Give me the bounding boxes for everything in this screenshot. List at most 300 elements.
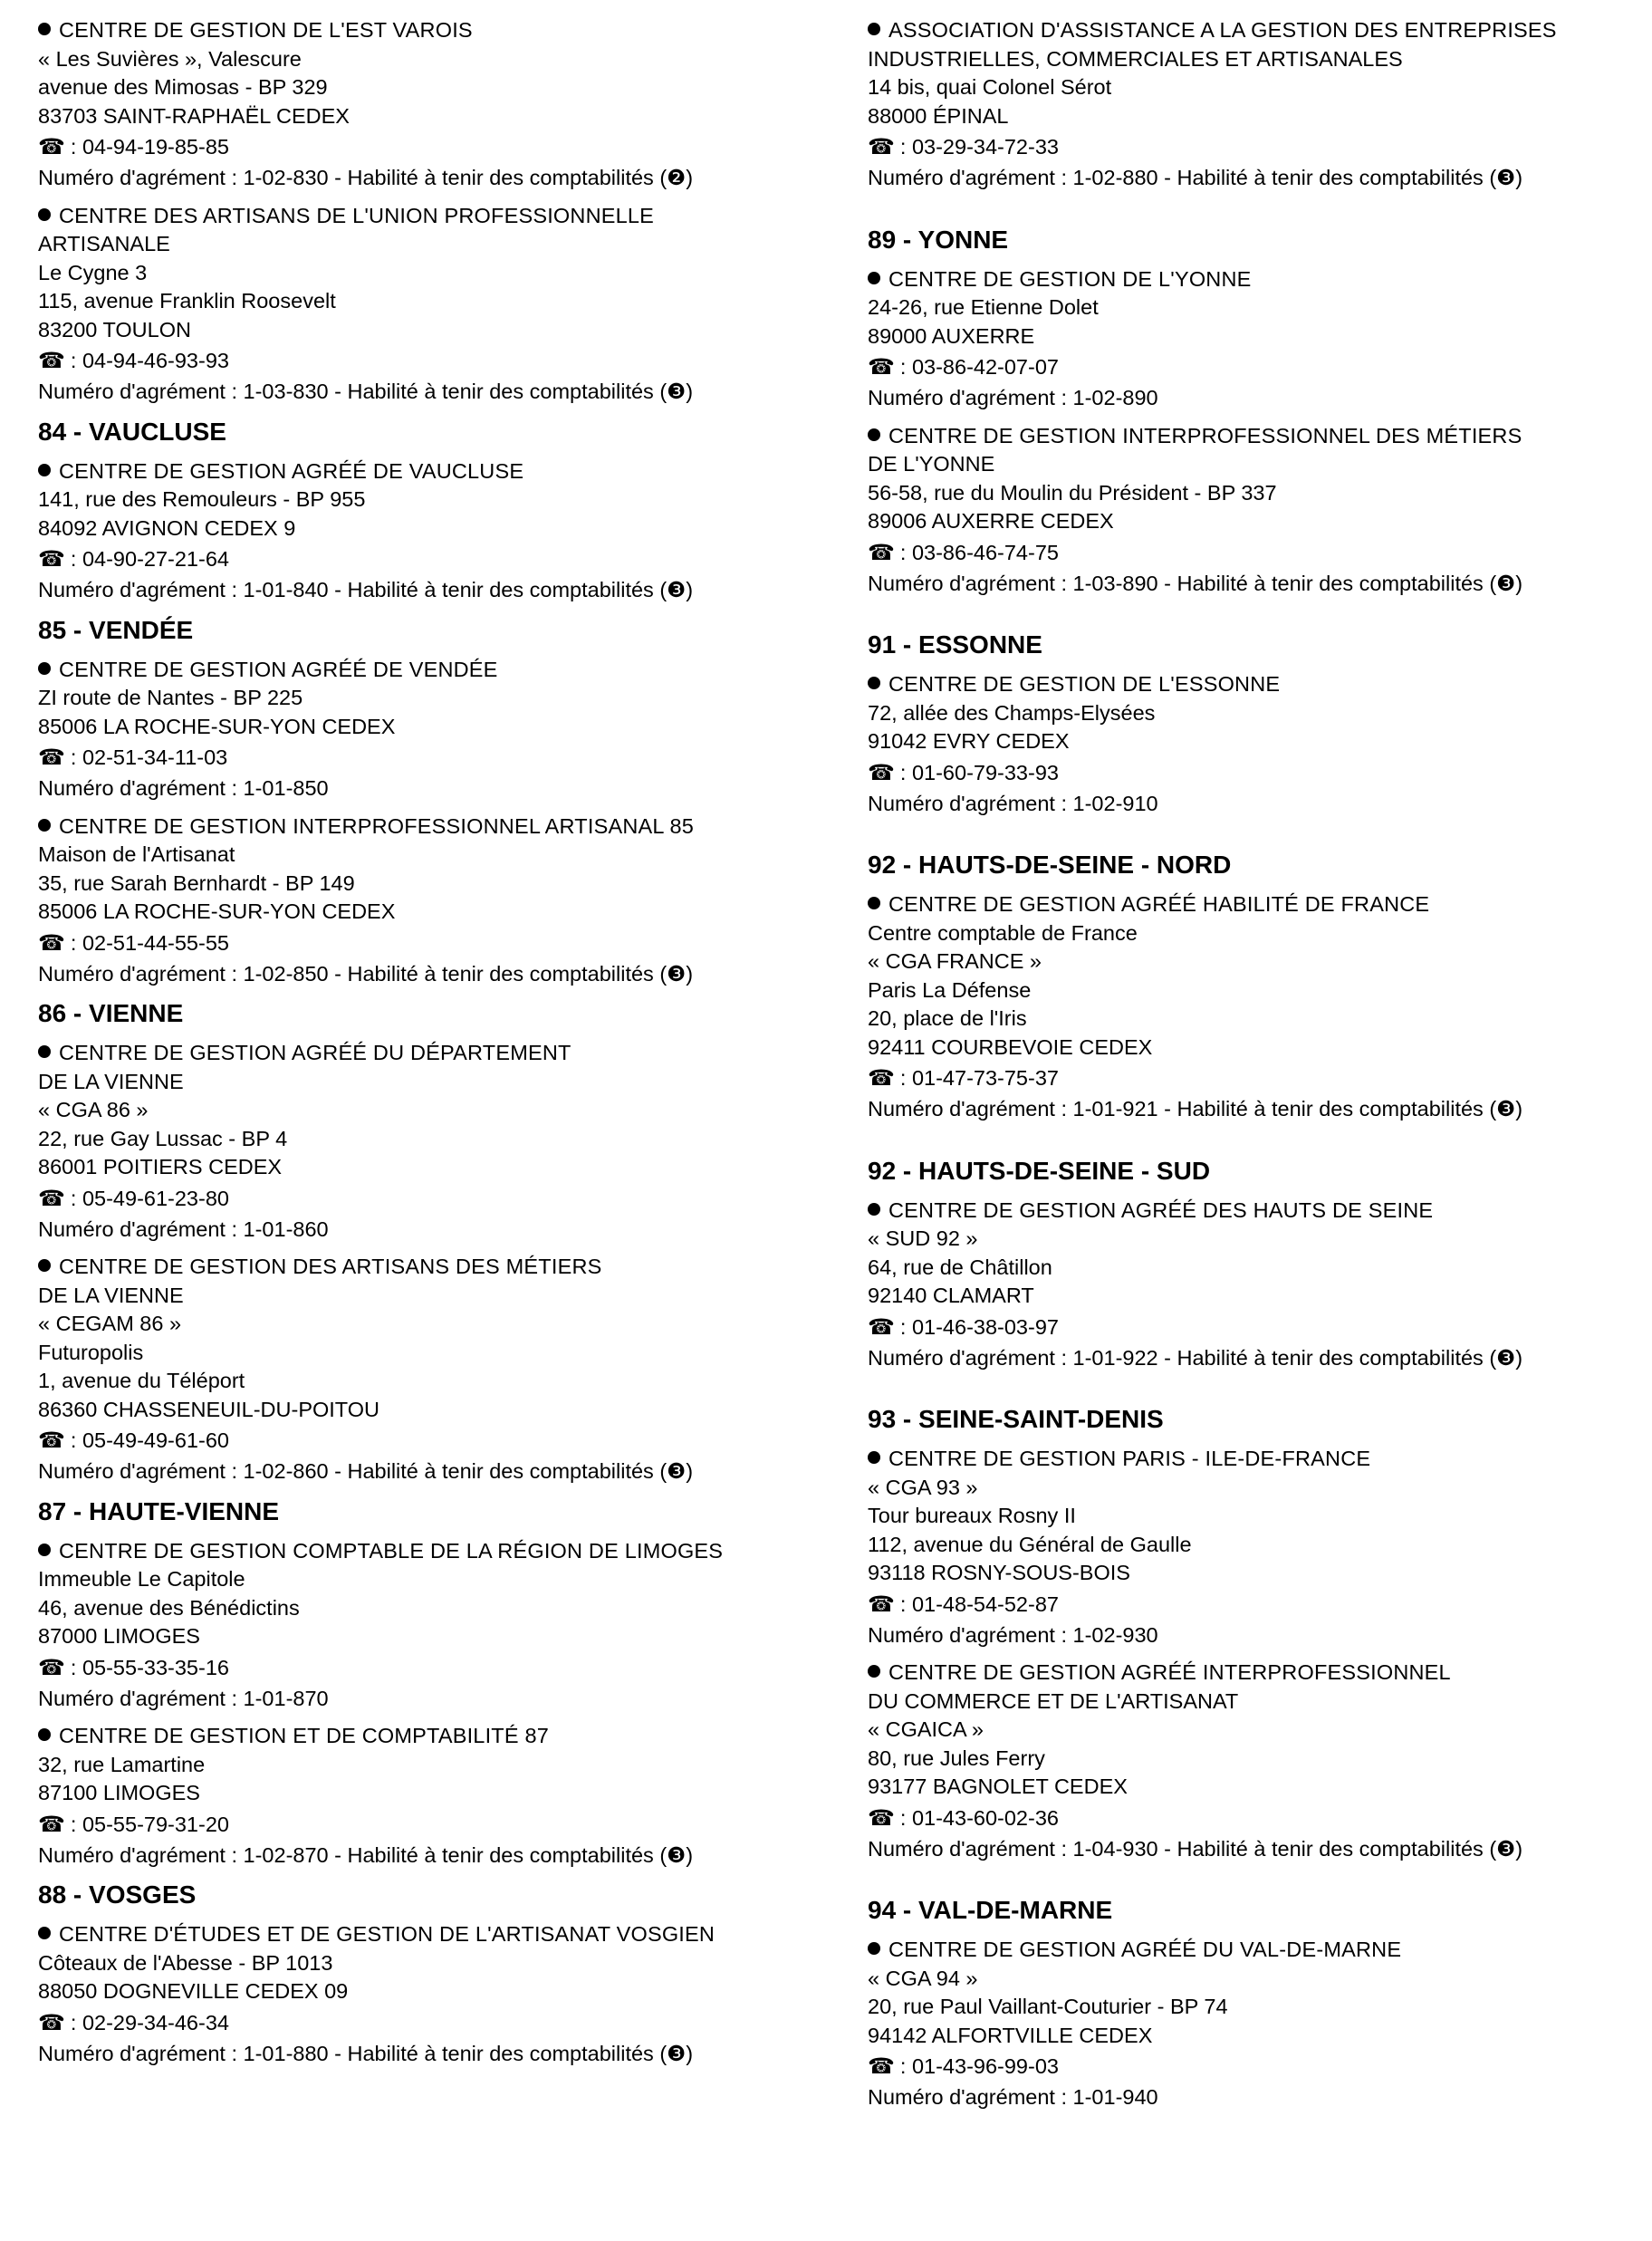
address-text: ARTISANALE <box>38 232 170 255</box>
bullet-icon <box>38 1927 51 1939</box>
center-name-text: CENTRE DE GESTION ET DE COMPTABILITÉ 87 <box>59 1724 550 1747</box>
center-entry <box>868 16 1638 193</box>
address-text: ZI route de Nantes - BP 225 <box>38 686 303 709</box>
center-entry <box>38 16 817 193</box>
phone-number: 03-29-34-72-33 <box>911 135 1059 159</box>
phone-line <box>38 2006 817 2040</box>
address-line <box>38 1594 817 1623</box>
center-name <box>38 16 817 45</box>
bullet-icon <box>868 677 880 689</box>
center-entry <box>38 1537 817 1714</box>
address-line <box>868 1531 1638 1560</box>
phone-separator: : <box>70 1655 82 1679</box>
address-line <box>868 507 1638 536</box>
center-name <box>868 670 1638 699</box>
agreement-line <box>868 1095 1638 1124</box>
address-text: 89006 AUXERRE CEDEX <box>868 509 1114 533</box>
address-line <box>868 1502 1638 1531</box>
center-name-text: CENTRE DE GESTION DE L'ESSONNE <box>888 672 1281 696</box>
phone-line <box>868 351 1638 384</box>
address-text: 85006 LA ROCHE-SUR-YON CEDEX <box>38 714 396 738</box>
center-name <box>38 1722 817 1751</box>
phone-number: 02-51-44-55-55 <box>82 930 229 955</box>
address-line <box>868 450 1638 479</box>
address-line <box>38 1751 817 1780</box>
address-text: 93177 BAGNOLET CEDEX <box>868 1775 1128 1798</box>
address-text: 89000 AUXERRE <box>868 323 1035 348</box>
address-line <box>868 919 1638 948</box>
address-text: 80, rue Jules Ferry <box>868 1746 1045 1770</box>
bullet-icon <box>38 23 51 35</box>
phone-line <box>38 1808 817 1842</box>
address-line <box>38 1068 817 1097</box>
address-line <box>38 287 817 316</box>
phone-number: 01-46-38-03-97 <box>911 1314 1059 1339</box>
agreement-text: Numéro d'agrément : 1-02-910 <box>868 791 1158 815</box>
agreement-close: ) <box>686 1842 694 1867</box>
phone-number: 02-29-34-46-34 <box>82 2010 229 2034</box>
address-line <box>38 1125 817 1154</box>
address-line <box>38 259 817 288</box>
department-heading: 94 - VAL-DE-MARNE <box>868 1896 1113 1924</box>
phone-line <box>868 756 1638 790</box>
center-entry <box>868 1936 1638 2112</box>
agreement-line <box>38 960 817 989</box>
center-name <box>868 265 1638 294</box>
phone-line <box>868 1062 1638 1095</box>
center-name <box>868 890 1638 919</box>
center-entry <box>38 656 817 803</box>
address-line <box>868 1254 1638 1283</box>
center-name <box>38 656 817 685</box>
phone-number: 01-60-79-33-93 <box>911 760 1059 784</box>
phone-number: 01-43-60-02-36 <box>911 1805 1059 1830</box>
address-line <box>868 1745 1638 1774</box>
agreement-text: Numéro d'agrément : 1-03-830 - Habilité à tenir des comptabilités ( <box>38 380 668 403</box>
telephone-icon: ☎ <box>38 1428 65 1453</box>
agreement-close: ) <box>686 166 694 189</box>
center-entry <box>38 813 817 989</box>
telephone-icon: ☎ <box>868 1066 895 1091</box>
address-text: « CGA 94 » <box>868 1966 978 1990</box>
agreement-line <box>868 1621 1638 1650</box>
center-name <box>868 1445 1638 1474</box>
circled-number-icon: ❸ <box>667 1459 687 1483</box>
phone-separator: : <box>70 1428 82 1452</box>
center-entry <box>38 457 817 605</box>
address-line <box>38 1565 817 1594</box>
department-heading: 88 - VOSGES <box>38 1880 197 1909</box>
center-name <box>868 16 1638 45</box>
address-line <box>38 1779 817 1808</box>
address-line <box>38 486 817 515</box>
agreement-text: Numéro d'agrément : 1-01-850 <box>38 776 329 800</box>
section-spacer <box>868 1872 1638 1889</box>
address-text: 141, rue des Remouleurs - BP 955 <box>38 487 366 511</box>
phone-line <box>38 927 817 960</box>
agreement-line <box>868 570 1638 599</box>
telephone-icon: ☎ <box>38 1186 65 1211</box>
center-entry <box>38 1920 817 2068</box>
phone-number: 03-86-46-74-75 <box>911 540 1059 564</box>
center-name <box>868 1197 1638 1226</box>
address-line <box>38 73 817 102</box>
telephone-icon: ☎ <box>38 930 65 956</box>
circled-number-icon: ❸ <box>1496 571 1516 595</box>
center-name-text: CENTRE DE GESTION AGRÉÉ HABILITÉ DE FRANCE <box>888 892 1430 916</box>
bullet-icon <box>868 1203 880 1216</box>
address-text: 64, rue de Châtillon <box>868 1255 1052 1279</box>
address-text: 20, rue Paul Vaillant-Couturier - BP 74 <box>868 1995 1228 2018</box>
circled-number-icon: ❸ <box>667 1842 687 1867</box>
address-text: DU COMMERCE ET DE L'ARTISANAT <box>868 1688 1239 1713</box>
telephone-icon: ☎ <box>38 547 65 572</box>
address-text: Maison de l'Artisanat <box>38 842 235 866</box>
agreement-text: Numéro d'agrément : 1-01-922 - Habilité à tenir des comptabilités ( <box>868 1345 1497 1370</box>
address-line <box>868 73 1638 102</box>
address-text: 86360 CHASSENEUIL-DU-POITOU <box>38 1397 379 1421</box>
center-entry <box>38 1722 817 1870</box>
center-name-text: CENTRE DE GESTION AGRÉÉ DE VENDÉE <box>59 657 498 681</box>
phone-separator: : <box>899 540 912 564</box>
phone-separator: : <box>899 1592 912 1616</box>
agreement-text: Numéro d'agrément : 1-03-890 - Habilité à tenir des comptabilités ( <box>868 571 1497 595</box>
phone-line <box>38 1651 817 1685</box>
address-line <box>38 1977 817 2006</box>
bullet-icon <box>38 1728 51 1741</box>
center-name <box>38 202 817 231</box>
address-line <box>38 1396 817 1425</box>
address-line <box>868 1282 1638 1311</box>
center-name-text: CENTRE DE GESTION DES ARTISANS DES MÉTIERS <box>59 1255 602 1278</box>
center-entry <box>38 1253 817 1486</box>
telephone-icon: ☎ <box>868 135 895 159</box>
address-line <box>38 1339 817 1368</box>
section-spacer <box>868 1133 1638 1149</box>
center-name-text: CENTRE DE GESTION COMPTABLE DE LA RÉGION DE LIMOGES <box>59 1538 724 1563</box>
agreement-text: Numéro d'agrément : 1-01-860 <box>38 1217 329 1241</box>
address-text: 22, rue Gay Lussac - BP 4 <box>38 1126 288 1150</box>
address-text: 83703 SAINT-RAPHAËL CEDEX <box>38 103 350 128</box>
agreement-text: Numéro d'agrément : 1-02-830 - Habilité à tenir des comptabilités ( <box>38 166 668 189</box>
agreement-line <box>38 774 817 803</box>
section-spacer <box>868 202 1638 218</box>
department-heading: 86 - VIENNE <box>38 999 184 1027</box>
bullet-icon <box>868 1451 880 1464</box>
telephone-icon: ☎ <box>868 1592 895 1617</box>
right-column <box>868 16 1638 2121</box>
address-text: Futuropolis <box>38 1340 144 1364</box>
address-text: 112, avenue du Général de Gaulle <box>868 1532 1192 1556</box>
phone-number: 02-51-34-11-03 <box>82 745 228 769</box>
address-line <box>38 841 817 870</box>
bullet-icon <box>38 662 51 675</box>
center-entry <box>868 1197 1638 1373</box>
address-line <box>868 1993 1638 2022</box>
agreement-line <box>868 1835 1638 1864</box>
address-text: 86001 POITIERS CEDEX <box>38 1155 283 1178</box>
address-text: « SUD 92 » <box>868 1226 978 1250</box>
address-text: « Les Suvières », Valescure <box>38 46 302 71</box>
center-entry <box>868 670 1638 818</box>
circled-number-icon: ❸ <box>667 2041 687 2065</box>
address-text: « CGA 86 » <box>38 1098 149 1121</box>
address-line <box>868 1965 1638 1994</box>
address-line <box>868 1005 1638 1034</box>
center-entry <box>38 202 817 407</box>
address-line <box>38 1282 817 1311</box>
telephone-icon: ☎ <box>38 2010 65 2035</box>
address-text: 83200 TOULON <box>38 317 191 341</box>
department-heading: 92 - HAUTS-DE-SEINE - SUD <box>868 1156 1211 1185</box>
address-text: 92411 COURBEVOIE CEDEX <box>868 1034 1153 1059</box>
phone-line <box>868 2050 1638 2083</box>
phone-number: 04-94-19-85-85 <box>82 135 229 159</box>
center-name-text: ASSOCIATION D'ASSISTANCE A LA GESTION DES ENTREPRISES <box>888 18 1557 42</box>
telephone-icon: ☎ <box>38 135 65 159</box>
phone-separator: : <box>899 1805 912 1830</box>
center-entry <box>38 1039 817 1244</box>
address-text: « CEGAM 86 » <box>38 1312 182 1335</box>
phone-number: 05-49-49-61-60 <box>82 1428 229 1452</box>
phone-separator: : <box>70 349 82 372</box>
address-text: 32, rue Lamartine <box>38 1752 206 1776</box>
address-text: 56-58, rue du Moulin du Président - BP 337 <box>868 480 1277 505</box>
address-line <box>38 870 817 899</box>
phone-number: 03-86-42-07-07 <box>911 355 1059 379</box>
left-column <box>38 16 817 2077</box>
address-text: 88050 DOGNEVILLE CEDEX 09 <box>38 1979 349 2003</box>
telephone-icon: ☎ <box>868 1805 895 1831</box>
address-text: 91042 EVRY CEDEX <box>868 729 1070 753</box>
center-name-text: CENTRE DE GESTION AGRÉÉ DU DÉPARTEMENT <box>59 1041 571 1064</box>
center-entry <box>868 1445 1638 1649</box>
section-spacer <box>868 1381 1638 1398</box>
address-line <box>868 1474 1638 1503</box>
phone-separator: : <box>70 547 82 571</box>
phone-separator: : <box>899 1314 912 1339</box>
phone-separator: : <box>899 135 912 159</box>
phone-number: 05-55-79-31-20 <box>82 1812 229 1836</box>
address-text: Immeuble Le Capitole <box>38 1567 245 1591</box>
agreement-line <box>38 164 817 193</box>
bullet-icon <box>38 819 51 832</box>
address-line <box>868 293 1638 322</box>
bullet-icon <box>38 464 51 476</box>
center-entry <box>868 422 1638 599</box>
phone-number: 01-48-54-52-87 <box>911 1592 1059 1616</box>
address-text: INDUSTRIELLES, COMMERCIALES ET ARTISANALES <box>868 46 1403 71</box>
agreement-line <box>38 1842 817 1871</box>
address-text: 88000 ÉPINAL <box>868 103 1009 128</box>
address-line <box>868 102 1638 131</box>
bullet-icon <box>38 1045 51 1058</box>
telephone-icon: ☎ <box>38 1655 65 1680</box>
center-name <box>38 457 817 486</box>
address-text: avenue des Mimosas - BP 329 <box>38 75 328 99</box>
bullet-icon <box>868 23 880 35</box>
telephone-icon: ☎ <box>868 760 895 785</box>
circled-number-icon: ❸ <box>1496 1836 1516 1861</box>
center-name <box>868 1659 1638 1688</box>
address-text: 87000 LIMOGES <box>38 1624 200 1648</box>
department-heading: 89 - YONNE <box>868 225 1009 254</box>
agreement-text: Numéro d'agrément : 1-02-870 - Habilité à tenir des comptabilités ( <box>38 1842 668 1867</box>
agreement-close: ) <box>686 578 694 601</box>
bullet-icon <box>38 1259 51 1272</box>
phone-line <box>868 1588 1638 1621</box>
center-name <box>38 1039 817 1068</box>
phone-number: 04-90-27-21-64 <box>82 547 229 571</box>
address-line <box>38 713 817 742</box>
address-line <box>868 1773 1638 1802</box>
agreement-text: Numéro d'agrément : 1-02-880 - Habilité à tenir des comptabilités ( <box>868 166 1497 189</box>
address-text: 87100 LIMOGES <box>38 1781 200 1804</box>
address-line <box>38 898 817 927</box>
address-line <box>38 316 817 345</box>
phone-line <box>868 536 1638 570</box>
address-line <box>868 1034 1638 1063</box>
circled-number-icon: ❷ <box>667 166 687 189</box>
agreement-text: Numéro d'agrément : 1-01-921 - Habilité à tenir des comptabilités ( <box>868 1097 1497 1120</box>
address-text: « CGA FRANCE » <box>868 949 1042 973</box>
center-entry <box>868 1659 1638 1863</box>
agreement-text: Numéro d'agrément : 1-02-930 <box>868 1622 1158 1647</box>
section-spacer <box>868 607 1638 623</box>
agreement-text: Numéro d'agrément : 1-04-930 - Habilité à tenir des comptabilités ( <box>868 1836 1497 1861</box>
agreement-close: ) <box>686 1459 694 1483</box>
center-name <box>868 422 1638 451</box>
center-name-text: CENTRE DE GESTION AGRÉÉ DU VAL-DE-MARNE <box>888 1938 1402 1961</box>
address-line <box>868 1225 1638 1254</box>
center-name-text: CENTRE DE GESTION INTERPROFESSIONNEL DES MÉTIERS <box>888 423 1522 447</box>
address-text: 24-26, rue Etienne Dolet <box>868 295 1099 319</box>
address-line <box>868 947 1638 976</box>
center-name-text: CENTRE DE GESTION DE L'EST VAROIS <box>59 18 473 42</box>
agreement-line <box>868 2083 1638 2112</box>
center-name <box>38 1253 817 1282</box>
address-line <box>38 230 817 259</box>
agreement-close: ) <box>1515 1097 1523 1120</box>
address-line <box>38 1949 817 1978</box>
address-line <box>868 45 1638 74</box>
phone-separator: : <box>70 745 82 769</box>
address-text: 92140 CLAMART <box>868 1284 1034 1307</box>
address-line <box>38 515 817 543</box>
bullet-icon <box>38 208 51 221</box>
address-line <box>868 699 1638 728</box>
agreement-close: ) <box>686 380 694 403</box>
department-heading: 93 - SEINE-SAINT-DENIS <box>868 1405 1164 1433</box>
agreement-text: Numéro d'agrément : 1-01-940 <box>868 2085 1158 2109</box>
address-text: DE LA VIENNE <box>38 1069 184 1093</box>
bullet-icon <box>38 1544 51 1556</box>
phone-line <box>38 130 817 164</box>
telephone-icon: ☎ <box>868 355 895 380</box>
phone-separator: : <box>70 1186 82 1210</box>
address-text: DE L'YONNE <box>868 452 995 476</box>
address-line <box>38 1153 817 1182</box>
circled-number-icon: ❸ <box>667 380 687 403</box>
center-name-text: CENTRE DES ARTISANS DE L'UNION PROFESSIONNELLE <box>59 203 655 227</box>
agreement-line <box>868 790 1638 819</box>
address-text: 93118 ROSNY-SOUS-BOIS <box>868 1561 1130 1584</box>
phone-number: 05-49-61-23-80 <box>82 1186 229 1210</box>
phone-separator: : <box>899 2054 912 2078</box>
address-text: 85006 LA ROCHE-SUR-YON CEDEX <box>38 899 396 923</box>
agreement-text: Numéro d'agrément : 1-01-840 - Habilité à tenir des comptabilités ( <box>38 578 668 601</box>
address-text: DE LA VIENNE <box>38 1283 184 1307</box>
phone-line <box>868 130 1638 164</box>
agreement-line <box>868 1344 1638 1373</box>
phone-separator: : <box>899 1066 912 1090</box>
telephone-icon: ☎ <box>38 349 65 373</box>
phone-line <box>38 1182 817 1216</box>
center-name-text: CENTRE D'ÉTUDES ET DE GESTION DE L'ARTISANAT VOSGIEN <box>59 1922 716 1946</box>
address-line <box>38 1310 817 1339</box>
phone-line <box>38 344 817 378</box>
address-text: 46, avenue des Bénédictins <box>38 1595 300 1620</box>
address-line <box>38 1622 817 1651</box>
address-line <box>868 1688 1638 1717</box>
address-line <box>868 1716 1638 1745</box>
department-heading: 84 - VAUCLUSE <box>38 417 226 446</box>
telephone-icon: ☎ <box>868 1314 895 1340</box>
agreement-close: ) <box>1515 166 1523 189</box>
address-text: 84092 AVIGNON CEDEX 9 <box>38 515 296 540</box>
address-text: 72, allée des Champs-Elysées <box>868 700 1156 725</box>
agreement-text: Numéro d'agrément : 1-02-850 - Habilité à tenir des comptabilités ( <box>38 961 668 986</box>
bullet-icon <box>868 897 880 909</box>
center-name <box>868 1936 1638 1965</box>
phone-line <box>38 543 817 576</box>
address-line <box>38 684 817 713</box>
phone-separator: : <box>70 2010 82 2034</box>
agreement-line <box>38 1685 817 1714</box>
phone-separator: : <box>899 355 912 379</box>
bullet-icon <box>868 1665 880 1678</box>
center-name-text: CENTRE DE GESTION AGRÉÉ INTERPROFESSIONNEL <box>888 1660 1451 1684</box>
address-text: 35, rue Sarah Bernhardt - BP 149 <box>38 870 355 895</box>
center-name-text: CENTRE DE GESTION AGRÉÉ DES HAUTS DE SEINE <box>888 1197 1434 1222</box>
agreement-text: Numéro d'agrément : 1-02-890 <box>868 386 1158 409</box>
circled-number-icon: ❸ <box>667 578 687 601</box>
telephone-icon: ☎ <box>38 1812 65 1837</box>
address-line <box>868 322 1638 351</box>
phone-line <box>868 1802 1638 1835</box>
center-name-text: CENTRE DE GESTION INTERPROFESSIONNEL ARTISANAL 85 <box>59 813 695 838</box>
agreement-close: ) <box>1515 571 1523 595</box>
center-name-text: CENTRE DE GESTION DE L'YONNE <box>888 266 1252 291</box>
telephone-icon: ☎ <box>868 540 895 565</box>
center-entry <box>868 890 1638 1124</box>
agreement-close: ) <box>1515 1836 1523 1861</box>
address-text: « CGA 93 » <box>868 1475 978 1499</box>
agreement-line <box>38 1457 817 1486</box>
circled-number-icon: ❸ <box>667 961 687 986</box>
department-heading: 92 - HAUTS-DE-SEINE - NORD <box>868 851 1232 879</box>
department-heading: 85 - VENDÉE <box>38 615 194 644</box>
agreement-line <box>38 576 817 605</box>
circled-number-icon: ❸ <box>1496 1097 1516 1120</box>
address-text: « CGAICA » <box>868 1717 984 1741</box>
circled-number-icon: ❸ <box>1496 1345 1516 1370</box>
phone-separator: : <box>70 1812 82 1836</box>
department-heading: 91 - ESSONNE <box>868 630 1042 659</box>
address-text: Côteaux de l'Abesse - BP 1013 <box>38 1950 333 1975</box>
center-name <box>38 1537 817 1566</box>
address-line <box>38 102 817 131</box>
